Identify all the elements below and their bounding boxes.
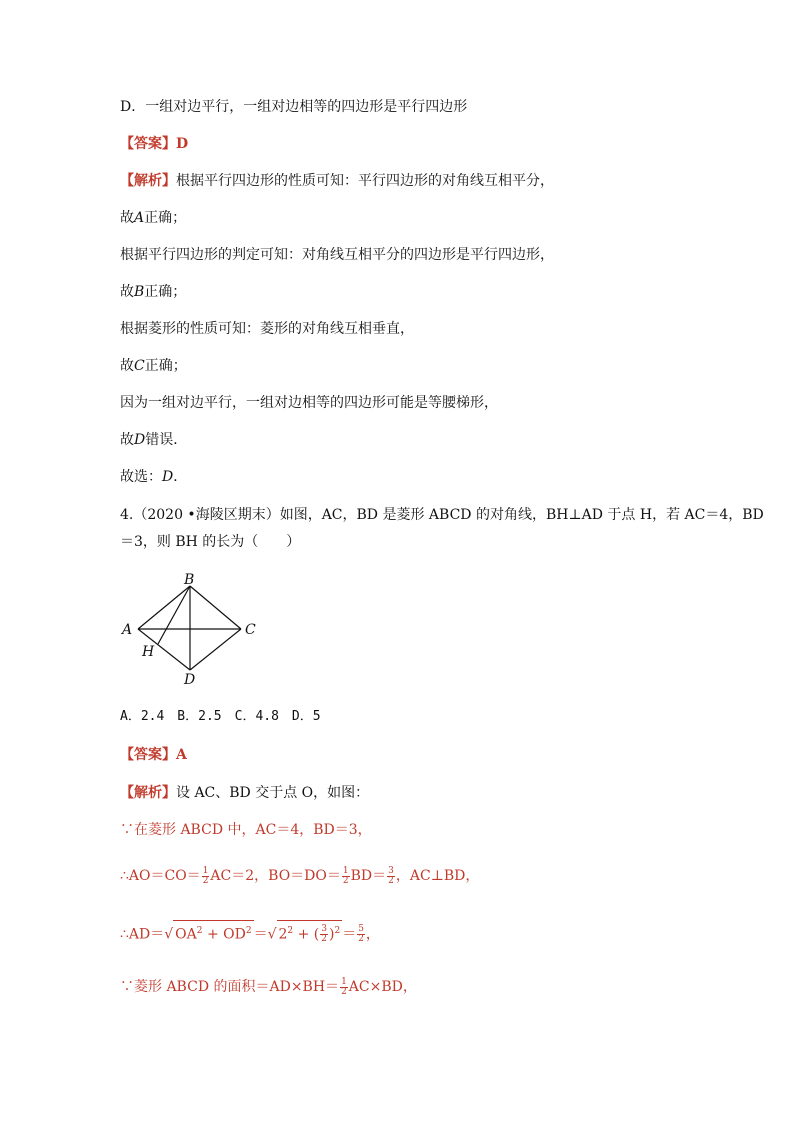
label-a: A: [122, 622, 133, 638]
text: 故: [120, 210, 134, 226]
var: C: [134, 358, 145, 374]
sqrt-body: [173, 920, 253, 945]
exp: 2: [334, 926, 341, 936]
explanation-tag: 【解析】: [120, 173, 176, 189]
explanation-text: 根据平行四边形的性质可知：平行四边形的对角线互相平分，: [176, 173, 554, 189]
solution-line-2: [120, 866, 479, 886]
line-a-correct: [120, 208, 186, 228]
text: 故: [120, 432, 134, 448]
text: + (: [293, 926, 320, 943]
fraction-three-halves: [387, 867, 395, 886]
explanation-1: [120, 171, 554, 191]
answer-value: D: [176, 136, 189, 152]
num: 1: [342, 865, 349, 876]
edge-ab: [138, 586, 190, 629]
line-option-d: D．一组对边平行，一组对边相等的四边形是平行四边形: [120, 99, 468, 115]
text: ): [328, 926, 335, 943]
den: 2: [341, 986, 347, 997]
line-choose: [120, 467, 187, 487]
fraction-half: [202, 867, 210, 886]
label-b: B: [184, 572, 195, 588]
edge-bc: [190, 586, 241, 629]
answer-2: [120, 745, 187, 765]
question-4-line-2: ＝3，则 BH 的长为（ ）: [120, 534, 301, 550]
line-7: 根据菱形的性质可知：菱形的对角线互相垂直，: [120, 321, 414, 337]
question-4-line-1: 4.（2020 •海陵区期末）如图，AC，BD 是菱形 ABCD 的对角线，BH⊥AD 于点 H，若 AC＝4，BD: [120, 507, 764, 523]
explanation-text: 设 AC、BD 交于点 O，如图：: [176, 785, 370, 801]
exp: 2: [245, 926, 252, 936]
solution-line-1: ∵在菱形 ABCD 中，AC＝4，BD＝3，: [120, 822, 372, 838]
sqrt-sign: √: [164, 926, 174, 943]
explanation-tag: 【解析】: [120, 785, 176, 801]
exp: 2: [196, 926, 203, 936]
answer-value: A: [176, 747, 187, 763]
text: ∴AD＝: [120, 926, 165, 943]
den: 2: [202, 875, 209, 886]
explanation-2: [120, 783, 369, 803]
answer-tag: 【答案】: [120, 136, 176, 152]
den: 2: [321, 934, 327, 945]
text: AC＝2，BO＝DO＝: [210, 868, 341, 884]
text: 错误．: [145, 432, 188, 448]
rhombus-figure: [118, 572, 268, 692]
sqrt-body: [277, 920, 343, 945]
num: 3: [321, 924, 327, 935]
text: OA: [175, 926, 197, 943]
line-5: 根据平行四边形的判定可知：对角线互相平分的四边形是平行四边形，: [120, 247, 554, 263]
altitude-bh: [158, 586, 190, 644]
text: ＝: [253, 926, 268, 943]
text: 故选：: [120, 469, 162, 485]
fraction-three-halves: [320, 925, 328, 944]
solution-line-3: [120, 920, 380, 945]
fraction-half: [340, 978, 348, 997]
solution-line-4: [120, 977, 417, 997]
num: 1: [341, 976, 347, 987]
text: 正确；: [144, 284, 187, 300]
label-h: H: [142, 644, 155, 660]
line-c-correct: [120, 356, 187, 376]
text: 正确；: [144, 210, 187, 226]
text: ∴AO＝CO＝: [120, 868, 201, 884]
text: + OD: [202, 926, 246, 943]
var: A: [134, 210, 145, 226]
num: 1: [202, 865, 209, 876]
text: AC×BD，: [348, 979, 417, 995]
den: 2: [342, 875, 349, 886]
var: B: [134, 284, 145, 300]
text: ，AC⊥BD，: [395, 868, 480, 884]
label-c: C: [245, 622, 256, 638]
label-d: D: [184, 672, 196, 688]
text: ∵菱形 ABCD 的面积＝AD×BH＝: [120, 979, 340, 995]
num: 3: [388, 865, 394, 876]
text: ，: [365, 926, 380, 943]
line-d-wrong: [120, 430, 187, 450]
text: BD＝: [350, 868, 387, 884]
text: ．: [173, 469, 188, 485]
fraction-half: [342, 867, 350, 886]
options: A．2.4 B．2.5 C．4.8 D．5: [120, 709, 321, 724]
answer-tag: 【答案】: [120, 747, 176, 763]
line-9: 因为一组对边平行，一组对边相等的四边形可能是等腰梯形，: [120, 395, 498, 411]
answer-1: [120, 134, 188, 154]
edge-cd: [190, 629, 241, 670]
text: 2: [278, 926, 288, 943]
var: D: [134, 432, 146, 448]
line-b-correct: [120, 282, 186, 302]
fraction-five-halves: [357, 925, 365, 944]
text: ＝: [342, 926, 357, 943]
sqrt-sign: √: [267, 926, 277, 943]
den: 2: [388, 875, 394, 886]
den: 2: [358, 934, 364, 945]
text: 正确；: [144, 358, 187, 374]
var: D: [162, 469, 174, 485]
text: 故: [120, 358, 134, 374]
text: 故: [120, 284, 134, 300]
num: 5: [358, 924, 364, 935]
exp: 2: [287, 926, 294, 936]
